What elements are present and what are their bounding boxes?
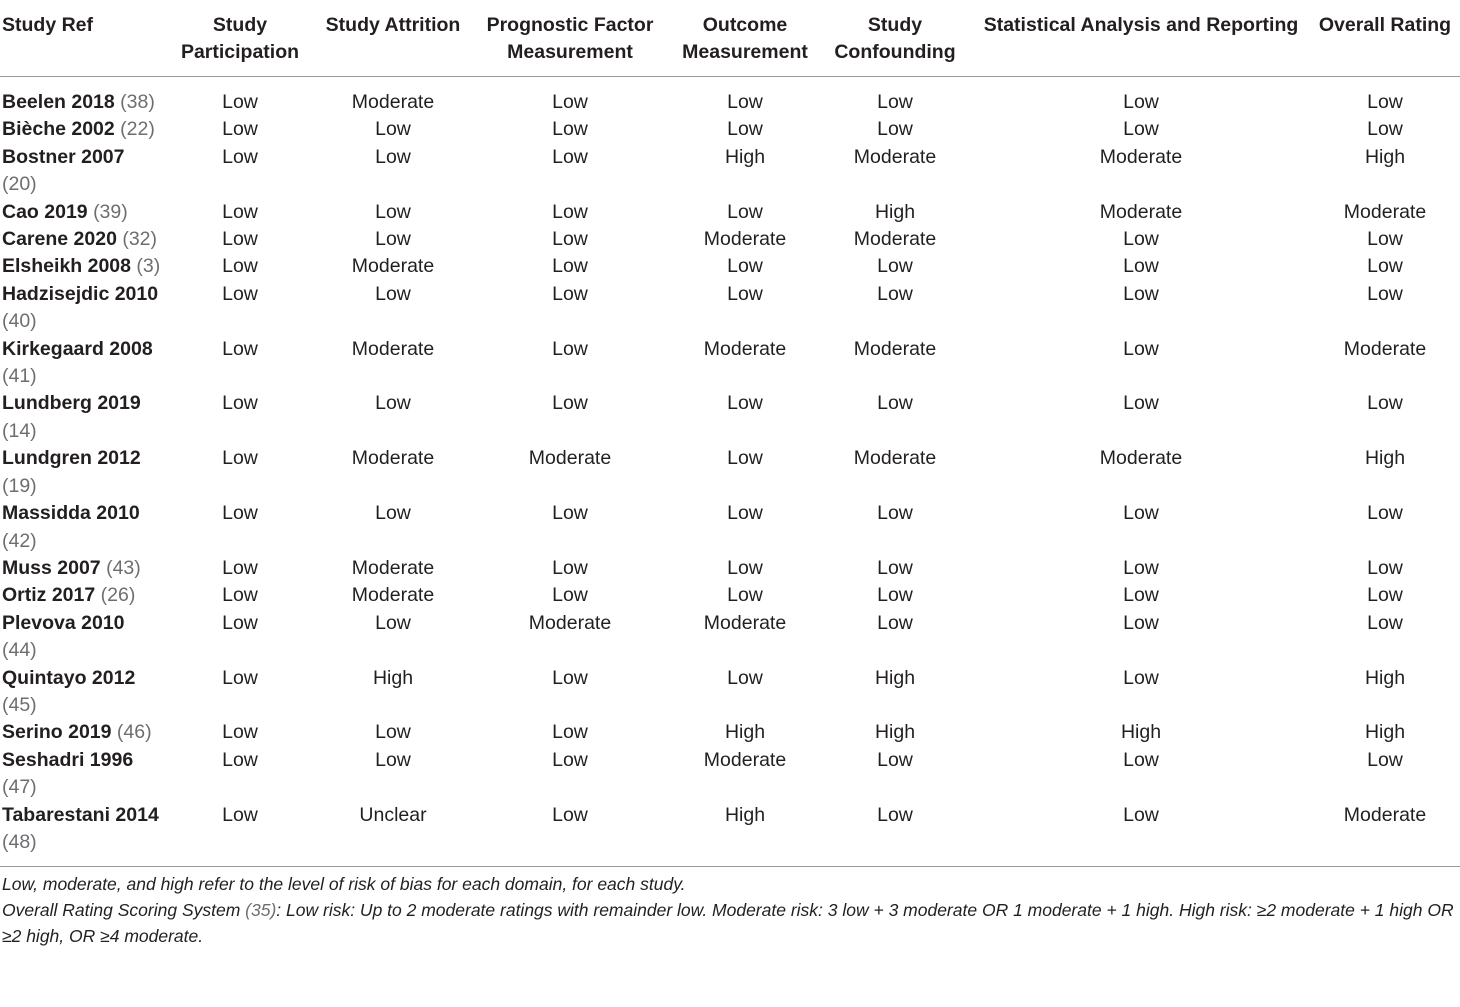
study-ref-cell [0, 253, 162, 280]
participation-cell: Low [222, 145, 258, 168]
outcome-cell: Low [727, 666, 763, 689]
participation-cell: Low [222, 666, 258, 689]
overall-rating-cell: Low [1367, 392, 1403, 415]
study-name: Seshadri 1996 [2, 748, 134, 771]
attrition-cell: Low [375, 392, 411, 415]
study-citation: (44) [2, 639, 37, 662]
attrition-cell: High [372, 666, 414, 689]
overall-rating-cell: High [1364, 447, 1406, 470]
confounding-cell: Moderate [853, 447, 937, 470]
study-name: Bièche 2002 [2, 118, 115, 141]
outcome-cell: Low [727, 91, 763, 113]
statistical-analysis-cell: Low [1123, 556, 1159, 579]
outcome-cell: Low [727, 118, 763, 141]
attrition-cell: Low [375, 200, 411, 223]
statistical-analysis-cell: Low [1123, 282, 1159, 305]
study-ref-cell [0, 336, 162, 391]
overall-rating-cell: Low [1367, 91, 1403, 113]
footnote-scoring-text: : Low risk: Up to 2 moderate ratings with remainder low. Moderate risk: 3 low + 3 moderate OR 1 moderate + 1 high. High risk: ≥2 moderate + 1 high OR ≥2 high, OR ≥4 moderate. [2, 900, 1454, 947]
table-row [0, 555, 1460, 582]
attrition-cell: Unclear [359, 803, 427, 826]
overall-rating-cell: High [1364, 145, 1406, 168]
confounding-cell: High [874, 200, 916, 223]
statistical-analysis-cell: Low [1123, 255, 1159, 278]
study-name: Lundberg 2019 [2, 392, 141, 415]
attrition-cell: Low [375, 748, 411, 771]
attrition-cell: Low [375, 282, 411, 305]
attrition-cell: Moderate [351, 584, 435, 607]
study-citation: (45) [2, 693, 37, 716]
overall-rating-cell: Low [1367, 282, 1403, 305]
study-citation: (47) [2, 776, 37, 799]
outcome-cell: Low [727, 392, 763, 415]
confounding-cell: Low [877, 118, 913, 141]
statistical-analysis-cell: Low [1123, 118, 1159, 141]
study-citation: (14) [2, 419, 37, 442]
confounding-cell: Low [877, 91, 913, 113]
outcome-cell: High [724, 803, 766, 826]
prognostic-factor-cell: Low [552, 337, 588, 360]
participation-cell: Low [222, 803, 258, 826]
table-row [0, 77, 1460, 117]
prognostic-factor-cell: Low [552, 502, 588, 525]
outcome-cell: High [724, 721, 766, 744]
participation-cell: Low [222, 228, 258, 251]
study-name: Plevova 2010 [2, 611, 125, 634]
confounding-cell: High [874, 666, 916, 689]
table-row [0, 500, 1460, 555]
header-overall-rating: Overall Rating [1310, 0, 1460, 77]
footnote-scoring-ref: (35) [245, 900, 277, 921]
prognostic-factor-cell: Low [552, 584, 588, 607]
prognostic-factor-cell: Low [552, 200, 588, 223]
outcome-cell: Low [727, 502, 763, 525]
study-name: Muss 2007 [2, 556, 101, 579]
study-ref-cell [0, 582, 162, 609]
study-ref-cell [0, 144, 162, 199]
study-name: Elsheikh 2008 [2, 255, 131, 278]
study-name: Quintayo 2012 [2, 666, 136, 689]
confounding-cell: Moderate [853, 228, 937, 251]
study-ref-cell [0, 610, 162, 665]
confounding-cell: Low [877, 282, 913, 305]
header-row [0, 0, 1460, 77]
study-name: Serino 2019 [2, 721, 112, 744]
outcome-cell: Moderate [703, 337, 787, 360]
study-citation: (38) [120, 91, 155, 113]
table-row [0, 199, 1460, 226]
footnote-cell [0, 867, 1460, 950]
attrition-cell: Moderate [351, 255, 435, 278]
participation-cell: Low [222, 556, 258, 579]
overall-rating-cell: Low [1367, 502, 1403, 525]
statistical-analysis-cell: Low [1123, 228, 1159, 251]
study-ref-cell [0, 665, 162, 720]
study-citation: (20) [2, 173, 37, 196]
participation-cell: Low [222, 721, 258, 744]
attrition-cell: Low [375, 118, 411, 141]
overall-rating-cell: Low [1367, 228, 1403, 251]
study-name: Massidda 2010 [2, 502, 140, 525]
footnote-row [0, 867, 1460, 950]
study-citation: (19) [2, 474, 37, 497]
study-ref-cell [0, 77, 162, 117]
confounding-cell: Low [877, 748, 913, 771]
outcome-cell: Low [727, 282, 763, 305]
header-prognostic-factor-measurement: Prognostic Factor Measurement [468, 0, 672, 77]
participation-cell: Low [222, 118, 258, 141]
table-row [0, 281, 1460, 336]
prognostic-factor-cell: Low [552, 282, 588, 305]
study-name: Beelen 2018 [2, 91, 115, 113]
study-name: Ortiz 2017 [2, 584, 96, 607]
overall-rating-cell: High [1364, 721, 1406, 744]
table-body [0, 77, 1460, 867]
header-study-attrition: Study Attrition [318, 0, 468, 77]
attrition-cell: Low [375, 721, 411, 744]
confounding-cell: Low [877, 611, 913, 634]
outcome-cell: High [724, 145, 766, 168]
prognostic-factor-cell: Low [552, 803, 588, 826]
statistical-analysis-cell: Low [1123, 748, 1159, 771]
confounding-cell: Low [877, 255, 913, 278]
study-citation: (3) [136, 255, 161, 278]
outcome-cell: Moderate [703, 611, 787, 634]
prognostic-factor-cell: Low [552, 666, 588, 689]
table-row [0, 226, 1460, 253]
table-row [0, 253, 1460, 280]
prognostic-factor-cell: Low [552, 145, 588, 168]
study-ref-cell [0, 226, 162, 253]
statistical-analysis-cell: Low [1123, 392, 1159, 415]
table-row [0, 582, 1460, 609]
overall-rating-cell: Low [1367, 584, 1403, 607]
overall-rating-cell: Moderate [1343, 803, 1427, 826]
statistical-analysis-cell: Low [1123, 91, 1159, 113]
study-citation: (43) [106, 556, 141, 579]
table-row [0, 116, 1460, 143]
statistical-analysis-cell: Low [1123, 584, 1159, 607]
statistical-analysis-cell: Low [1123, 666, 1159, 689]
attrition-cell: Moderate [351, 447, 435, 470]
prognostic-factor-cell: Low [552, 255, 588, 278]
confounding-cell: Low [877, 803, 913, 826]
overall-rating-cell: Low [1367, 748, 1403, 771]
outcome-cell: Moderate [703, 228, 787, 251]
table-row [0, 747, 1460, 802]
study-citation: (41) [2, 365, 37, 388]
header-statistical-analysis: Statistical Analysis and Reporting [972, 0, 1310, 77]
confounding-cell: Low [877, 392, 913, 415]
study-citation: (42) [2, 529, 37, 552]
outcome-cell: Low [727, 200, 763, 223]
overall-rating-cell: Low [1367, 255, 1403, 278]
statistical-analysis-cell: High [1120, 721, 1162, 744]
confounding-cell: Low [877, 556, 913, 579]
participation-cell: Low [222, 282, 258, 305]
header-outcome-measurement: Outcome Measurement [672, 0, 818, 77]
table-row [0, 144, 1460, 199]
study-name: Kirkegaard 2008 [2, 337, 153, 360]
study-ref-cell [0, 500, 162, 555]
table-row [0, 719, 1460, 746]
header-study-confounding: Study Confounding [818, 0, 972, 77]
study-citation: (39) [93, 200, 128, 223]
participation-cell: Low [222, 584, 258, 607]
table-header [0, 0, 1460, 77]
statistical-analysis-cell: Moderate [1099, 200, 1183, 223]
statistical-analysis-cell: Low [1123, 803, 1159, 826]
study-citation: (32) [122, 228, 158, 251]
outcome-cell: Low [727, 447, 763, 470]
study-ref-cell [0, 747, 162, 802]
participation-cell: Low [222, 255, 258, 278]
table-row [0, 336, 1460, 391]
participation-cell: Low [222, 337, 258, 360]
confounding-cell: Moderate [853, 337, 937, 360]
header-study-ref: Study Ref [0, 0, 162, 77]
study-name: Lundgren 2012 [2, 447, 141, 470]
prognostic-factor-cell: Low [552, 118, 588, 141]
attrition-cell: Low [375, 502, 411, 525]
study-ref-cell [0, 116, 162, 143]
table-row [0, 802, 1460, 867]
overall-rating-cell: Moderate [1343, 337, 1427, 360]
outcome-cell: Moderate [703, 748, 787, 771]
outcome-cell: Low [727, 584, 763, 607]
study-ref-cell [0, 199, 162, 226]
prognostic-factor-cell: Low [552, 392, 588, 415]
statistical-analysis-cell: Low [1123, 337, 1159, 360]
prognostic-factor-cell: Moderate [528, 447, 612, 470]
participation-cell: Low [222, 392, 258, 415]
study-name: Cao 2019 [2, 200, 88, 223]
participation-cell: Low [222, 200, 258, 223]
attrition-cell: Low [375, 611, 411, 634]
attrition-cell: Low [375, 228, 411, 251]
study-citation: (46) [116, 721, 152, 744]
study-name: Bostner 2007 [2, 145, 125, 168]
header-study-participation: Study Participation [162, 0, 318, 77]
confounding-cell: Low [877, 584, 913, 607]
outcome-cell: Low [727, 556, 763, 579]
statistical-analysis-cell: Moderate [1099, 447, 1183, 470]
overall-rating-cell: Low [1367, 556, 1403, 579]
attrition-cell: Moderate [351, 337, 435, 360]
study-citation: (48) [2, 830, 37, 853]
study-citation: (26) [100, 584, 136, 607]
statistical-analysis-cell: Moderate [1099, 145, 1183, 168]
footnote-scoring-prefix: Overall Rating Scoring System [2, 900, 241, 921]
participation-cell: Low [222, 748, 258, 771]
footnote-legend: Low, moderate, and high refer to the level of risk of bias for each domain, for each study. [2, 874, 686, 895]
footnote-scoring [2, 897, 1460, 949]
attrition-cell: Low [375, 145, 411, 168]
table-row [0, 610, 1460, 665]
study-ref-cell [0, 390, 162, 445]
study-citation: (22) [120, 118, 155, 141]
study-citation: (40) [2, 310, 37, 333]
study-name: Hadzisejdic 2010 [2, 282, 159, 305]
confounding-cell: High [874, 721, 916, 744]
participation-cell: Low [222, 611, 258, 634]
prognostic-factor-cell: Low [552, 721, 588, 744]
table-row [0, 665, 1460, 720]
prognostic-factor-cell: Low [552, 228, 588, 251]
participation-cell: Low [222, 502, 258, 525]
outcome-cell: Low [727, 255, 763, 278]
study-name: Carene 2020 [2, 228, 117, 251]
prognostic-factor-cell: Low [552, 91, 588, 113]
confounding-cell: Low [877, 502, 913, 525]
confounding-cell: Moderate [853, 145, 937, 168]
prognostic-factor-cell: Low [552, 556, 588, 579]
attrition-cell: Moderate [351, 91, 435, 113]
study-name: Tabarestani 2014 [2, 803, 159, 826]
statistical-analysis-cell: Low [1123, 611, 1159, 634]
table-footnotes [0, 867, 1460, 950]
overall-rating-cell: Moderate [1343, 200, 1427, 223]
participation-cell: Low [222, 447, 258, 470]
overall-rating-cell: Low [1367, 611, 1403, 634]
study-ref-cell [0, 281, 162, 336]
study-ref-cell [0, 445, 162, 500]
prognostic-factor-cell: Low [552, 748, 588, 771]
overall-rating-cell: Low [1367, 118, 1403, 141]
study-ref-cell [0, 555, 162, 582]
attrition-cell: Moderate [351, 556, 435, 579]
overall-rating-cell: High [1364, 666, 1406, 689]
statistical-analysis-cell: Low [1123, 502, 1159, 525]
participation-cell: Low [222, 91, 258, 113]
table-row [0, 445, 1460, 500]
table-row [0, 390, 1460, 445]
study-ref-cell [0, 719, 162, 746]
study-ref-cell [0, 802, 162, 867]
prognostic-factor-cell: Moderate [528, 611, 612, 634]
